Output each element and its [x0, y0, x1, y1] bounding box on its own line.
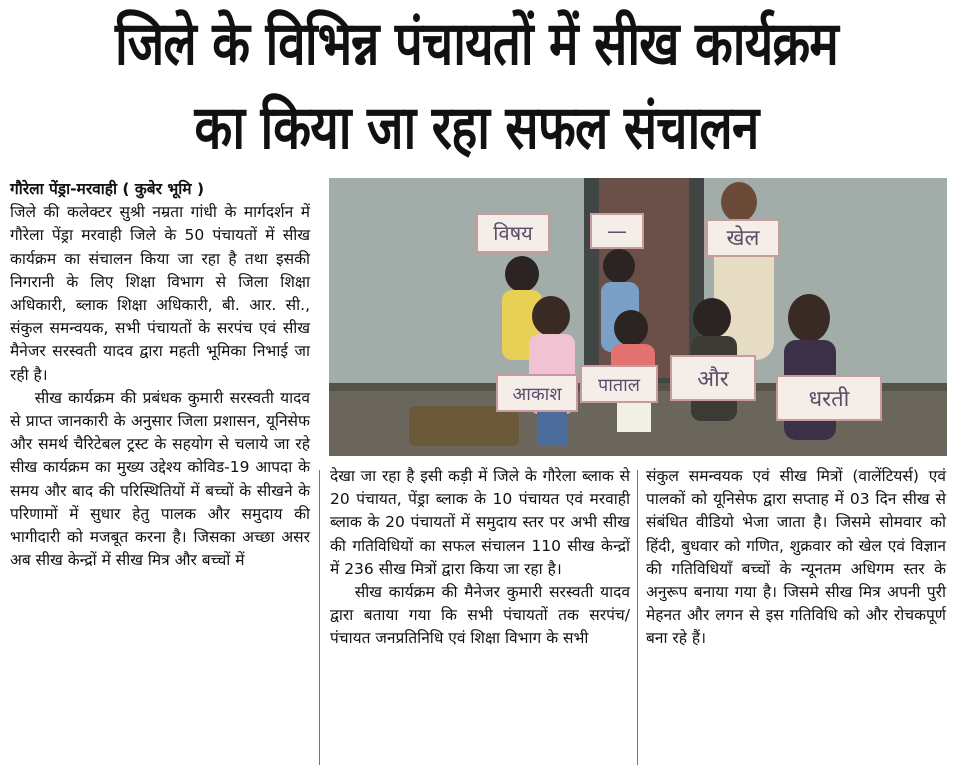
headline-line-1: जिले के विभिन्न पंचायतों में सीख कार्यक्रम [115, 9, 838, 79]
sign-text: खेल [726, 226, 760, 251]
paragraph-2: सीख कार्यक्रम की प्रबंधक कुमारी सरस्वती यादव से प्राप्त जानकारी के अनुसार जिला प्रशासन, यूनिसेफ और समर्थ चैरिटेबल ट्रस्ट के सहयोग से चलाये जा रहे सीख कार्यक्रम का मुख्य उद्देश्य कोविड-19 आपदा के समय और बाद की परिस्थितियों में बच्चों के सीखने के परिणामों में सुधार हेतु पालक और समुदाय की भागीदारी को मजबूत करना है। जिसका अच्छा असर अब सीख केन्द्रों में सीख मित्र और बच्चों में [10, 388, 310, 570]
article-column-1 [10, 178, 310, 572]
dateline: गौरेला पेंड्रा-मरवाही ( कुबेर भूमि ) [10, 180, 205, 198]
sign-text: — [607, 219, 627, 243]
children-holding-signs-illustration [329, 178, 947, 456]
news-photo [329, 178, 947, 456]
paragraph-5: संकुल समन्वयक एवं सीख मित्रों (वालेंटियर्स) एवं पालकों को यूनिसेफ द्वारा सप्ताह में 03 दिन सीख से संबंधित वीडियो भेजा जाता है। जिसमे सोमवार को हिंदी, बुधवार को गणित, शुक्रवार को खेल एवं विज्ञान की गतिविधियाँ बच्चों के न्यूनतम अधिगम स्तर के अनुरूप बनाया गया है। जिसमे सीख मित्र अपनी पुरी मेहनत और लगन से इस गतिविधि को और रोचकपूर्ण बना रहे हैं। [646, 467, 946, 648]
sign-text: आकाश [512, 384, 562, 405]
column-divider [637, 470, 638, 765]
sign-text: विषय [493, 221, 533, 245]
sign-text: पाताल [597, 375, 641, 396]
article-column-3 [646, 465, 946, 651]
sign-text: धरती [808, 387, 850, 412]
paragraph-4: सीख कार्यक्रम की मैनेजर कुमारी सरस्वती यादव द्वारा बताया गया कि सभी पंचायतों तक सरपंच/पंचायत जनप्रतिनिधि एवं शिक्षा विभाग के सभी [330, 583, 630, 648]
headline-line-2: का किया जा रहा सफल संचालन [194, 93, 759, 163]
article-column-2 [330, 465, 630, 651]
paragraph-3: देखा जा रहा है इसी कड़ी में जिले के गौरेला ब्लाक से 20 पंचायत, पेंड्रा ब्लाक के 10 पंचायत एवं मरवाही ब्लाक के 20 पंचायतों में समुदाय स्तर पर अभी सीख की गतिविधियों का सफल संचालन 110 सीख केन्द्रों में 236 सीख मित्रों द्वारा किया जा रहा है। [330, 467, 630, 578]
sign-text: और [697, 367, 729, 392]
column-divider [319, 470, 320, 765]
paragraph-1: जिले की कलेक्टर सुश्री नम्रता गांधी के मार्गदर्शन में गौरेला पेंड्रा मरवाही जिले के 50 पंचायतों में सीख कार्यक्रम का संचालन किया जा रहा है तथा इसकी निगरानी के लिए शिक्षा विभाग से जिला शिक्षा अधिकारी, ब्लाक शिक्षा अधिकारी, बी. आर. सी., संकुल समन्वयक, सभी पंचायतों के सरपंच एवं सीख मैनेजर सरस्वती यादव द्वारा महती भूमिका निभाई जा रही है। [10, 203, 310, 384]
headline [0, 2, 953, 170]
